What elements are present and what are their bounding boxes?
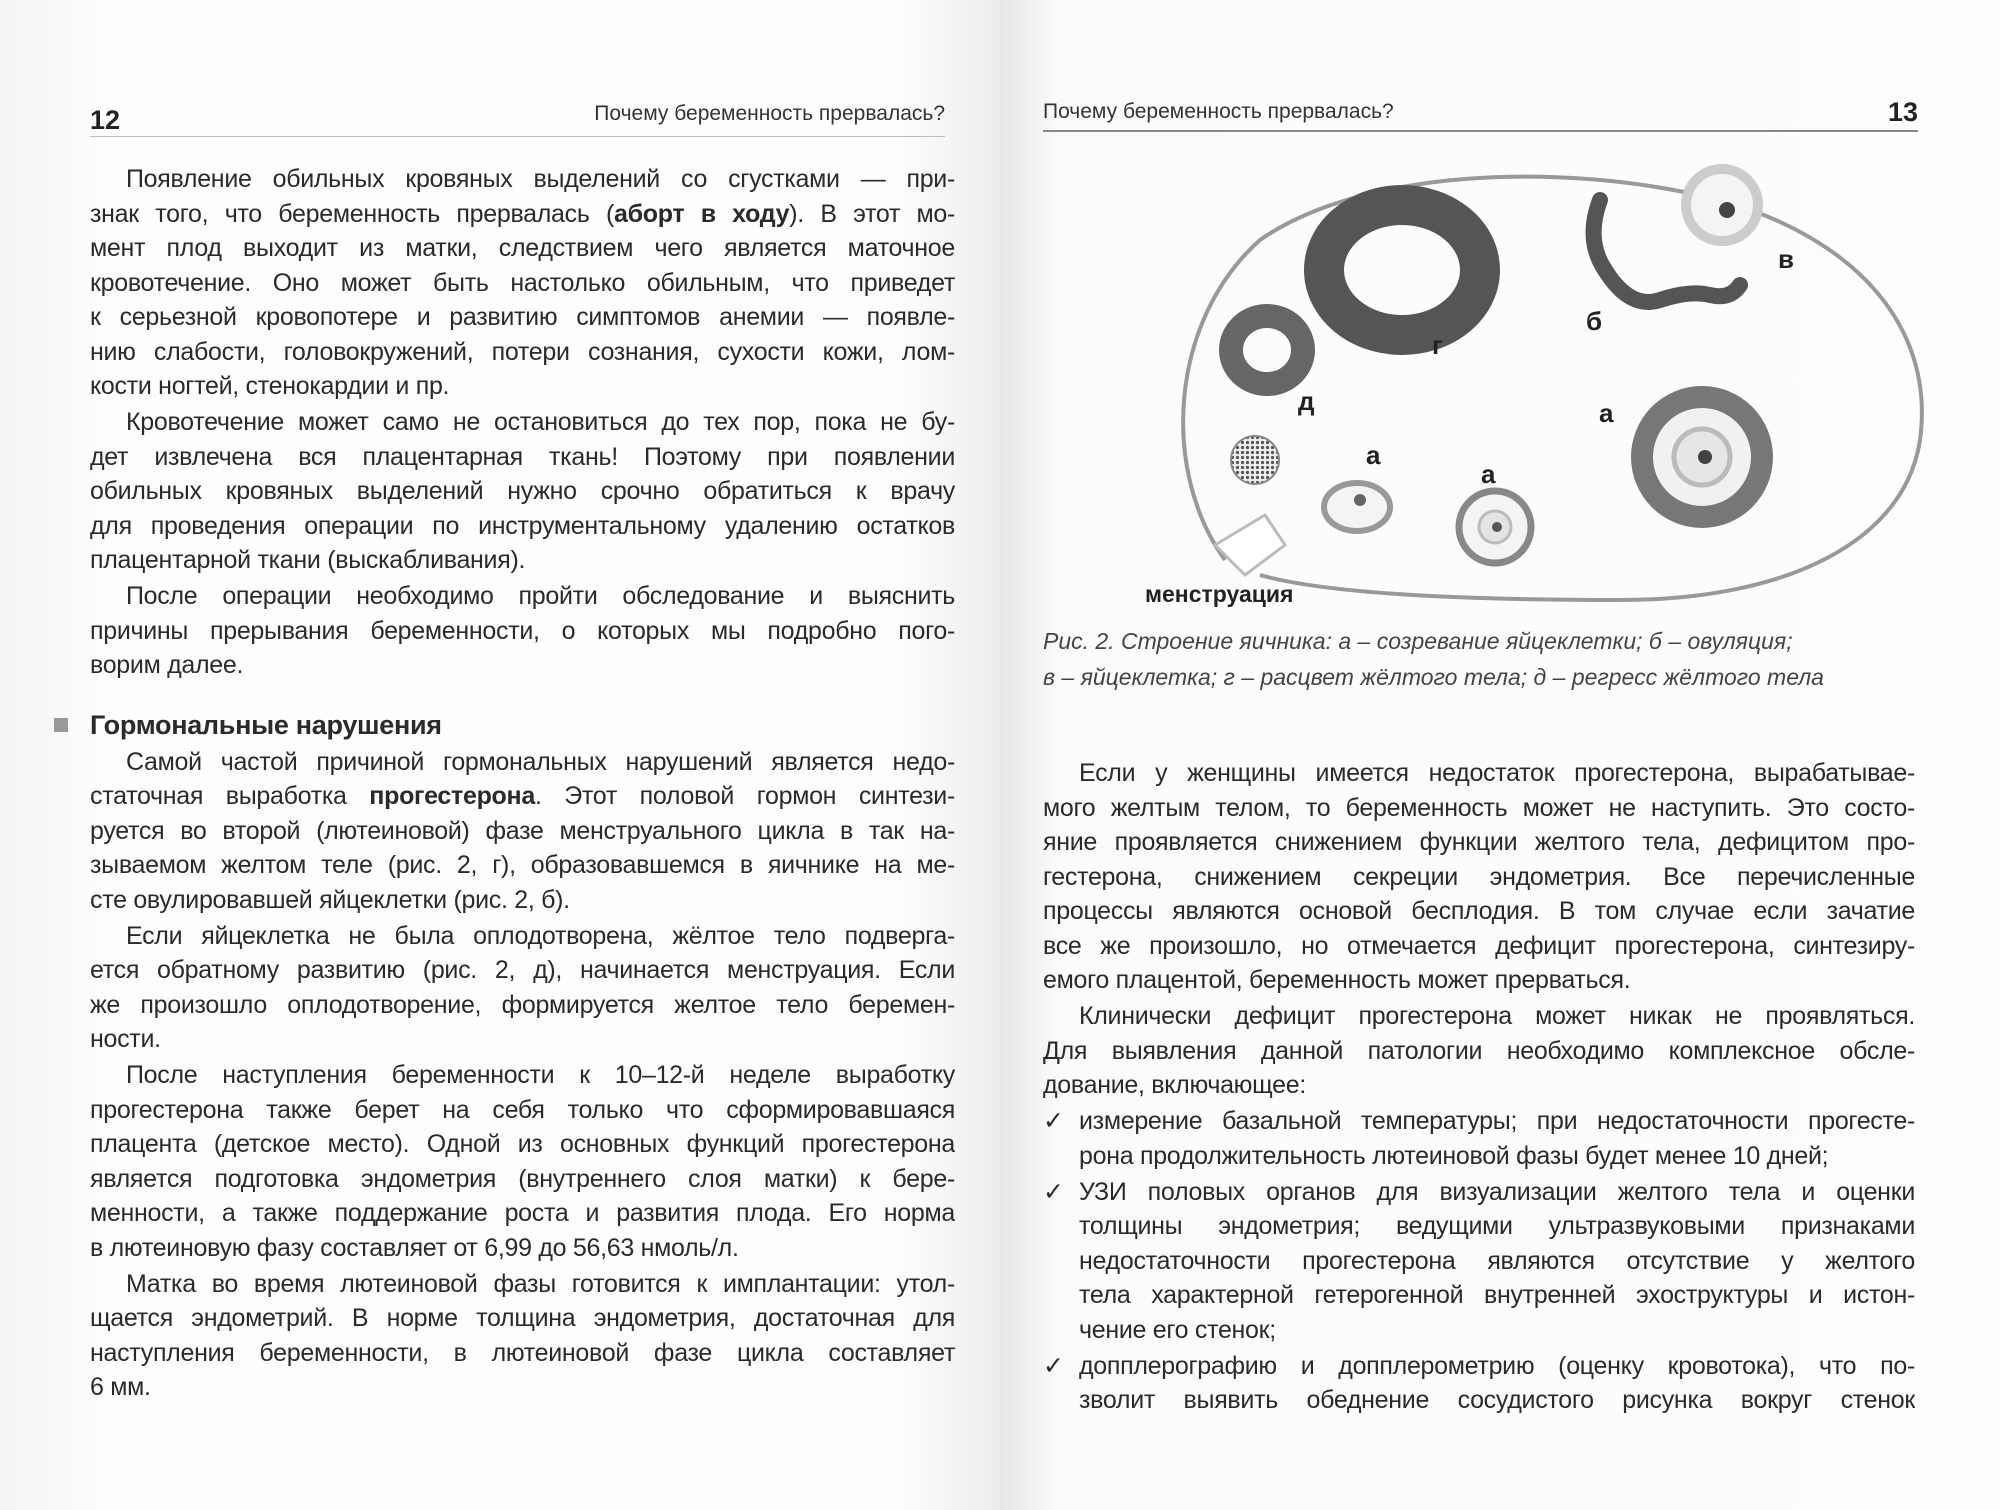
text-segment: ). В этот мо- bbox=[789, 199, 955, 228]
text-segment: дование, включающее: bbox=[1043, 1071, 1306, 1099]
label-v: в bbox=[1778, 244, 1794, 274]
text-segment: недостаточности прогестерона являются отсутствие у желтого bbox=[1079, 1246, 1915, 1275]
text-segment: к серьезной кровопотере и развитию симптомов анемии — появле- bbox=[90, 303, 955, 331]
text-segment: кости ногтей, стенокардии и пр. bbox=[90, 372, 450, 400]
oocyte-nucleus bbox=[1719, 202, 1735, 218]
text-line bbox=[1043, 1068, 1915, 1103]
label-a: а bbox=[1366, 440, 1381, 470]
text-line bbox=[1043, 963, 1915, 998]
right-page-body bbox=[1043, 756, 1915, 1419]
text-segment: ности. bbox=[90, 1025, 161, 1053]
text-line bbox=[1043, 929, 1915, 964]
text-line bbox=[1043, 1139, 1915, 1174]
text-segment: плацентарной ткани (выскабливания). bbox=[90, 546, 526, 574]
text-line bbox=[1043, 1244, 1915, 1279]
text-segment: Кровотечение может само не остановиться до тех пор, пока не бу- bbox=[126, 408, 955, 436]
text-segment: является подготовка эндометрия (внутреннего слоя матки) к бере- bbox=[90, 1164, 955, 1193]
corpus-luteum-regress bbox=[1231, 316, 1303, 384]
text-segment: зываемом желтом теле (рис. 2, г), образовавшемся в яичнике на ме- bbox=[90, 851, 955, 879]
menstruation-arrow bbox=[1215, 515, 1285, 575]
text-line bbox=[1043, 999, 1915, 1034]
text-segment: . Этот половой гормон синтези- bbox=[534, 782, 955, 810]
text-segment: обильных кровяных выделений нужно срочно обратиться к врачу bbox=[90, 477, 955, 505]
text-line bbox=[1043, 1034, 1915, 1069]
check-icon: ✓ bbox=[1043, 1351, 1064, 1380]
check-icon: ✓ bbox=[1043, 1177, 1064, 1206]
running-head: Почему беременность прервалась? bbox=[594, 102, 945, 125]
text-segment: плацента (детское место). Одной из основных функций прогестерона bbox=[90, 1130, 955, 1158]
text-segment: УЗИ половых органов для визуализации желтого тела и оценки bbox=[1079, 1177, 1915, 1206]
text-line bbox=[1043, 791, 1915, 826]
label-g: г bbox=[1432, 330, 1443, 360]
list-item bbox=[1043, 1349, 1915, 1418]
text-line bbox=[1043, 1209, 1915, 1244]
text-segment: знак того, что беременность прервалась ( bbox=[90, 199, 614, 228]
text-segment: емого плацентой, беременность может прерваться. bbox=[1043, 966, 1631, 994]
text-segment: причины прерывания беременности, о которых мы подробно пого- bbox=[90, 616, 955, 645]
text-line bbox=[1043, 1313, 1915, 1348]
text-segment: Матка во время лютеиновой фазы готовится к имплантации: утол- bbox=[126, 1269, 955, 1298]
page-number: 12 bbox=[90, 105, 121, 135]
paragraph bbox=[1043, 756, 1915, 998]
text-segment: тела характерной гетерогенной внутренней эхоструктуры и истон- bbox=[1079, 1281, 1915, 1309]
text-segment: Если у женщины имеется недостаток прогестерона, вырабатывае- bbox=[1079, 759, 1915, 787]
text-segment: После наступления беременности к 10–12-й неделе выработку bbox=[126, 1061, 955, 1089]
text-line bbox=[1043, 1278, 1915, 1313]
text-segment: После операции необходимо пройти обследование и выяснить bbox=[126, 582, 955, 610]
bold-term: прогестерона bbox=[369, 782, 535, 810]
label-d: д bbox=[1298, 386, 1315, 416]
text-segment: Самой частой причиной гормональных нарушений является недо- bbox=[126, 747, 955, 776]
text-line bbox=[1043, 860, 1915, 895]
ovary-outline bbox=[1183, 177, 1922, 600]
paragraph bbox=[1043, 999, 1915, 1103]
text-segment: для проведения операции по инструментальному удалению остатков bbox=[90, 511, 955, 540]
text-segment: наступления беременности, в лютеиновой фазе цикла составляет bbox=[90, 1338, 955, 1367]
text-segment: щается эндометрий. В норме толщина эндометрия, достаточная для bbox=[90, 1304, 955, 1332]
text-line bbox=[1043, 894, 1915, 929]
figure-caption-line: в – яйцеклетка; г – расцвет жёлтого тела; д – регресс жёлтого тела bbox=[1043, 664, 1824, 690]
text-segment: 6 мм. bbox=[90, 1373, 151, 1401]
list-item bbox=[1043, 1175, 1915, 1348]
text-segment: толщины эндометрия; ведущими ультразвуковыми признаками bbox=[1079, 1212, 1915, 1240]
text-segment: руется во второй (лютеиновой) фазе менструального цикла в так на- bbox=[90, 816, 955, 845]
text-segment: мент плод выходит из матки, следствием чего является маточное bbox=[90, 234, 955, 262]
text-segment: нию слабости, головокружений, потери сознания, сухости кожи, лом- bbox=[90, 337, 955, 366]
text-segment: же произошло оплодотворение, формируется желтое тело беремен- bbox=[90, 990, 955, 1019]
text-segment: Для выявления данной патологии необходимо комплексное обсле- bbox=[1043, 1036, 1915, 1065]
text-line bbox=[1043, 825, 1915, 860]
follicle-small-1-nucleus bbox=[1354, 494, 1366, 506]
text-segment: сте овулировавшей яйцеклетки (рис. 2, б). bbox=[90, 885, 570, 914]
text-line bbox=[1043, 1349, 1915, 1384]
text-segment: менности, а также поддержание роста и развития плода. Его норма bbox=[90, 1199, 955, 1227]
text-segment: кровотечение. Оно может быть настолько обильным, что приведет bbox=[90, 268, 955, 297]
text-segment: все же произошло, но отмечается дефицит прогестерона, синтезиру- bbox=[1043, 931, 1915, 960]
text-segment: гестерона, снижением секреции эндометрия. Все перечисленные bbox=[1043, 862, 1915, 891]
corpus-luteum-bloom bbox=[1324, 205, 1480, 335]
text-line bbox=[1043, 1383, 1915, 1418]
text-segment: Если яйцеклетка не была оплодотворена, жёлтое тело подверга- bbox=[126, 921, 955, 950]
hatched-body bbox=[1231, 436, 1279, 484]
follicle-small-1 bbox=[1324, 483, 1390, 531]
text-segment: Клинически дефицит прогестерона может никак не проявляться. bbox=[1079, 1002, 1915, 1030]
text-line bbox=[1043, 1175, 1915, 1210]
page-number: 13 bbox=[1887, 97, 1918, 127]
text-segment: яние проявляется снижением функции желтого тела, дефицитом про- bbox=[1043, 828, 1915, 856]
text-segment: дет извлечена вся плацентарная ткань! Поэтому при появлении bbox=[90, 442, 955, 471]
text-segment: зволит выявить обеднение сосудистого рисунка вокруг стенок bbox=[1079, 1386, 1915, 1414]
text-segment: прогестерона также берет на себя только что сформировавшаяся bbox=[90, 1095, 955, 1124]
label-menstruation: менструация bbox=[1145, 581, 1294, 607]
follicle-small-2-nucleus bbox=[1492, 522, 1502, 532]
text-segment: процессы являются основой бесплодия. В том случае если зачатие bbox=[1043, 897, 1915, 925]
bold-term: аборт в ходу bbox=[614, 199, 790, 228]
section-heading-text: Гормональные нарушения bbox=[90, 709, 442, 740]
label-b: б bbox=[1586, 306, 1603, 336]
label-a: а bbox=[1481, 459, 1496, 489]
label-a: а bbox=[1599, 398, 1614, 428]
text-line bbox=[1043, 1104, 1915, 1139]
list-item bbox=[1043, 1104, 1915, 1173]
text-segment: чение его стенок; bbox=[1079, 1315, 1276, 1344]
text-segment: мого желтым телом, то беременность может не наступить. Это состо- bbox=[1043, 793, 1915, 822]
text-segment: в лютеиновую фазу составляет от 6,99 до 56,63 нмоль/л. bbox=[90, 1233, 739, 1262]
text-segment: статочная выработка bbox=[90, 782, 370, 810]
text-segment: рона продолжительность лютеиновой фазы будет менее 10 дней; bbox=[1079, 1141, 1829, 1170]
text-segment: ется обратному развитию (рис. 2, д), начинается менструация. Если bbox=[90, 956, 955, 984]
follicle-nucleus bbox=[1698, 450, 1712, 464]
running-head: Почему беременность прервалась? bbox=[1043, 100, 1394, 123]
text-segment: допплерографию и допплерометрию (оценку кровотока), что по- bbox=[1079, 1351, 1915, 1380]
text-segment: Появление обильных кровяных выделений со сгустками — при- bbox=[126, 165, 955, 193]
figure-caption-line: Рис. 2. Строение яичника: а – созревание яйцеклетки; б – овуляция; bbox=[1043, 628, 1793, 654]
check-icon: ✓ bbox=[1043, 1107, 1064, 1135]
text-segment: измерение базальной температуры; при недостаточности прогесте- bbox=[1079, 1107, 1915, 1135]
text-line bbox=[1043, 756, 1915, 791]
text-segment: ворим далее. bbox=[90, 651, 244, 679]
